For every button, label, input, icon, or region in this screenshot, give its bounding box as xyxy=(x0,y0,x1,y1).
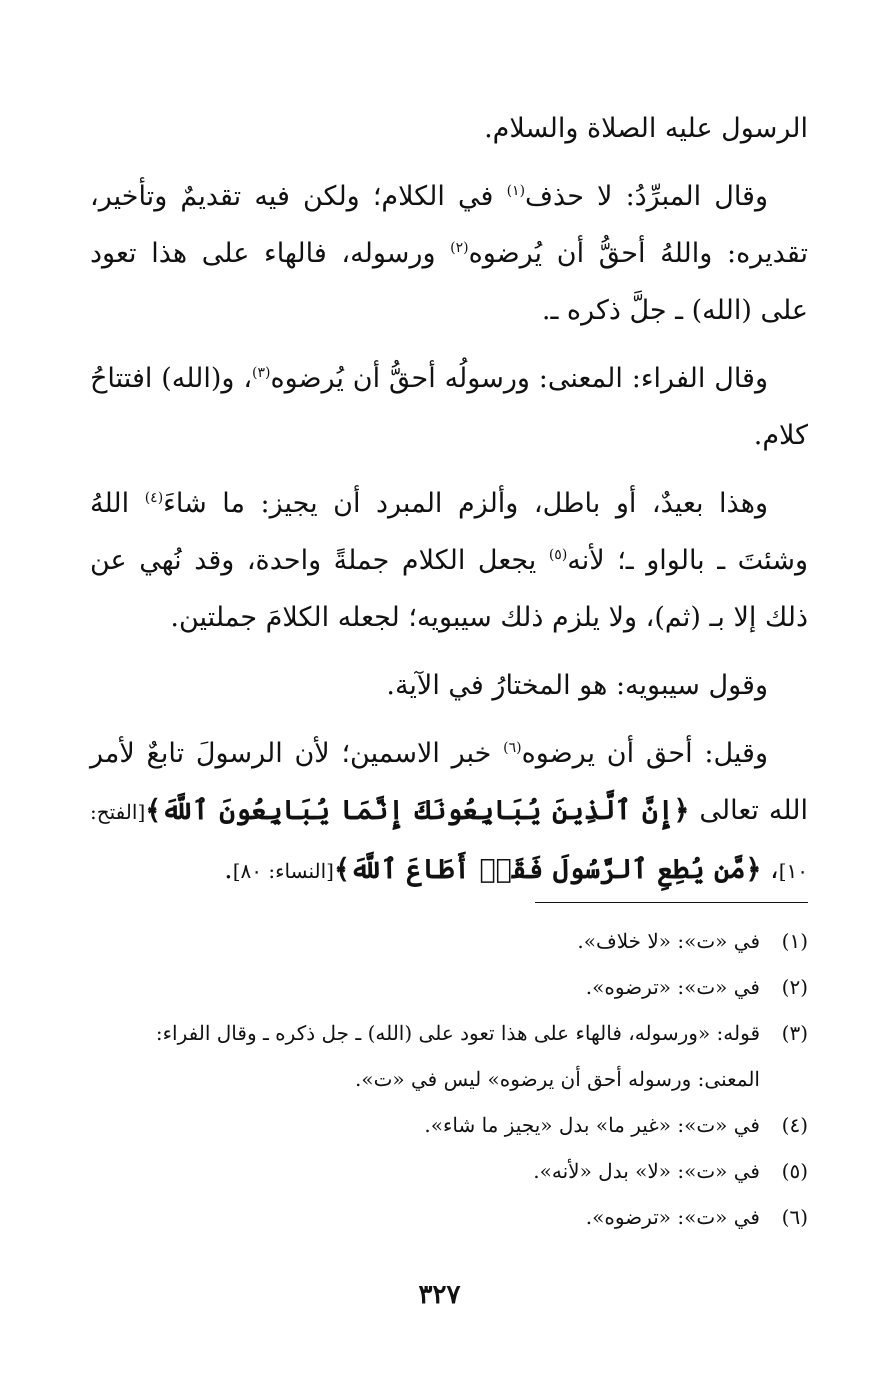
footnote-separator xyxy=(535,902,808,903)
paragraph xyxy=(90,725,808,900)
paragraph xyxy=(90,350,808,464)
footnote-item xyxy=(90,1148,808,1194)
paragraph xyxy=(90,100,808,157)
footnote-item xyxy=(90,1102,808,1148)
page-number: ٣٢٧ xyxy=(418,1280,461,1310)
paragraph-text: ، و(الله) افتتاحُ كلام. xyxy=(90,363,808,451)
verse-reference: [النساء: ٨٠] xyxy=(232,859,334,883)
footnote-number: (٦) xyxy=(781,1205,808,1229)
footnote-marker: (٤) xyxy=(144,490,164,506)
paragraph xyxy=(90,657,808,714)
footnote-marker: (٥) xyxy=(548,547,568,563)
footnote-number: (١) xyxy=(781,929,808,953)
paragraph-text: وهذا بعيدٌ، أو باطل، وألزم المبرد أن يجيز: ما شاءَ xyxy=(163,488,768,519)
footnote-text: في «ت»: «لا» بدل «لأنه». xyxy=(533,1159,760,1183)
paragraph-text: اللهُ وشئتَ ـ بالواو ـ؛ لأنه xyxy=(90,488,808,576)
footnote-text: في «ت»: «ترضوه». xyxy=(585,1205,760,1229)
paragraph-text: ورسوله، فالهاء على هذا تعود على (الله) ـ جلَّ ذكره ـ. xyxy=(90,238,808,326)
footnote-number: (٤) xyxy=(781,1113,808,1137)
paragraph-text: في الكلام؛ ولكن فيه تقديمٌ وتأخير، تقديره: واللهُ أحقُّ أن يُرضوه xyxy=(90,181,809,269)
paragraph-text: وقال الفراء: المعنى: ورسولُه أحقُّ أن يُرضوه xyxy=(270,363,768,394)
footnote-number: (٥) xyxy=(781,1159,808,1183)
main-text-body xyxy=(90,100,808,911)
footnote-text: قوله: «ورسوله، فالهاء على هذا تعود على (الله) ـ جل ذكره ـ وقال الفراء: المعنى: ورسوله أحق أن يرضوه» ليس في «ت». xyxy=(155,1021,760,1091)
footnote-item xyxy=(90,918,808,964)
footnote-number: (٣) xyxy=(781,1021,808,1045)
paragraph-text: يجعل الكلام جملةً واحدة، وقد نُهي عن ذلك إلا بـ (ثم)، ولا يلزم ذلك سيبويه؛ لجعله الكلامَ جملتين. xyxy=(90,545,808,633)
footnote-marker: (٦) xyxy=(503,740,522,756)
footnote-number: (٢) xyxy=(781,975,808,999)
footnote-marker: (١) xyxy=(506,183,526,199)
footnote-marker: (٢) xyxy=(450,240,469,256)
footnote-marker: (٣) xyxy=(252,365,271,381)
footnote-text: في «ت»: «ترضوه». xyxy=(585,975,760,999)
footnote-text: في «ت»: «غير ما» بدل «يجيز ما شاء». xyxy=(424,1113,760,1137)
paragraph-text: ، xyxy=(761,854,779,885)
footnote-item xyxy=(90,1194,808,1240)
paragraph-text: . xyxy=(224,854,233,885)
quran-verse: ﴿مَّن يُطِعِ ٱلرَّسُولَ فَقَدۡ أَطَاعَ ٱللَّهَ﴾ xyxy=(333,854,762,885)
footnote-text: في «ت»: «لا خلاف». xyxy=(577,929,760,953)
paragraph xyxy=(90,475,808,646)
paragraph xyxy=(90,168,808,339)
quran-verse: ﴿إِنَّ ٱلَّذِينَ يُبَايِعُونَكَ إِنَّمَا يُبَايِعُونَ ٱللَّهَ﴾ xyxy=(145,795,690,826)
paragraph-text: خبر الاسمين؛ لأن الرسولَ تابعٌ لأمر الله تعالى xyxy=(90,738,808,826)
footnotes-section xyxy=(90,918,808,1240)
paragraph-text: وقيل: أحق أن يرضوه xyxy=(521,738,768,769)
paragraph-text: وقال المبرِّدُ: لا حذف xyxy=(525,181,768,212)
footnote-item xyxy=(90,1010,808,1102)
paragraph-text: وقول سيبويه: هو المختارُ في الآية. xyxy=(386,670,768,701)
footnote-item xyxy=(90,964,808,1010)
verse-reference: [الفتح: ١٠] xyxy=(90,800,808,883)
paragraph-text: الرسول عليه الصلاة والسلام. xyxy=(484,113,808,144)
